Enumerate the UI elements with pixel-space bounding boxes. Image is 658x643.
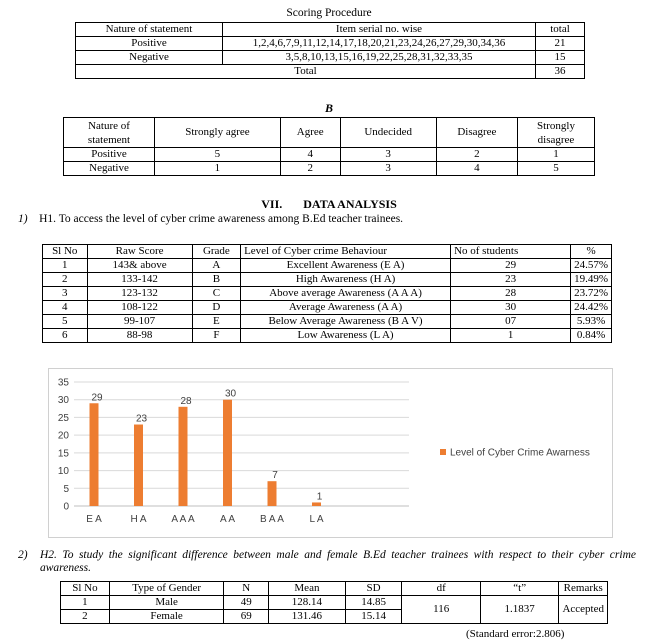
table-cell: E [192,315,240,329]
legend-label: Level of Cyber Crime Awarness [450,447,590,459]
header-cell: Type of Gender [109,582,224,596]
table-cell: 30 [451,301,571,315]
x-tick-label: H A [130,514,147,525]
hypothesis-text: H2. To study the significant difference between male and female B.Ed teacher trainees with respect to their cyber crime awareness. [40,549,636,574]
table-cell: 2 [436,148,517,162]
y-tick-label: 15 [57,448,69,460]
table-cell: A [192,259,240,273]
header-cell: Grade [192,245,240,259]
table-cell: Positive [76,37,223,51]
y-tick-label: 10 [57,466,69,478]
table-cell: 69 [224,610,269,624]
total-value: 36 [536,65,585,79]
header-cell: Disagree [436,118,517,148]
table-cell: Negative [64,162,155,176]
table-cell: D [192,301,240,315]
table-cell: 3 [340,148,436,162]
legend-swatch [440,449,446,455]
hypothesis-text: H1. To access the level of cyber crime awareness among B.Ed teacher trainees. [39,213,404,225]
x-tick-label: A A A [171,514,195,525]
table-cell: 1 [61,596,110,610]
scoring-caption: Scoring Procedure [286,7,372,19]
data-label: 1 [316,491,323,503]
table-cell: 1,2,4,6,7,9,11,12,14,17,18,20,21,23,24,26,27,29,30,34,36 [223,37,536,51]
table-cell: 143& above [87,259,192,273]
y-tick-label: 20 [57,430,69,442]
table-cell: 1 [518,148,595,162]
table-cell: 3,5,8,10,13,15,16,19,22,25,28,31,32,33,35 [223,51,536,65]
table-cell: B [192,273,240,287]
y-tick-label: 35 [57,377,69,389]
table-cell: Low Awareness (L A) [241,329,451,343]
table-cell: 108-122 [87,301,192,315]
table-row [43,329,612,343]
x-tick-label: E A [86,514,102,525]
header-cell: Raw Score [87,245,192,259]
table-row [43,287,612,301]
table-cell: 24.57% [571,259,612,273]
header-text: Nature of statement [87,119,131,146]
table-cell: 4 [436,162,517,176]
table-row [64,118,595,148]
table-cell: Excellent Awareness (E A) [241,259,451,273]
bar [312,502,321,506]
x-tick-label: L A [309,514,324,525]
gender-comparison-table [60,581,608,624]
table-cell: 88-98 [87,329,192,343]
header-text: Strongly disagree [537,119,575,146]
table-cell: Male [109,596,224,610]
table-cell: 3 [340,162,436,176]
table-row [43,315,612,329]
df-cell: 116 [402,596,480,624]
table-cell: 29 [451,259,571,273]
table-cell: 123-132 [87,287,192,301]
section-number: VII. [261,197,283,211]
table-cell: 99-107 [87,315,192,329]
table-cell: 23 [451,273,571,287]
header-cell: df [402,582,480,596]
header-cell: Nature of statement [76,23,223,37]
table-row [43,301,612,315]
header-cell: SD [345,582,402,596]
scoring-table [75,22,585,79]
y-tick-label: 25 [57,412,69,424]
header-cell: Agree [280,118,340,148]
response-scoring-table [63,117,595,176]
header-cell: Sl No [61,582,110,596]
table-cell: 3 [43,287,88,301]
table-cell: 0.84% [571,329,612,343]
hypothesis-marker: 1) [18,213,28,225]
table-cell: 15 [536,51,585,65]
remarks-cell: Accepted [559,596,608,624]
table-cell: 23.72% [571,287,612,301]
table-cell: 5.93% [571,315,612,329]
table-cell: 14.85 [345,596,402,610]
table-cell: 15.14 [345,610,402,624]
header-cell: Remarks [559,582,608,596]
header-cell: Mean [269,582,346,596]
y-tick-label: 5 [63,483,69,495]
x-tick-label: B A A [260,514,284,525]
table-cell: 24.42% [571,301,612,315]
bar [268,481,277,506]
bar [90,403,99,506]
hypothesis-2 [18,549,636,575]
table-cell: 2 [43,273,88,287]
table-cell: 28 [451,287,571,301]
data-label: 7 [272,470,278,482]
table-cell: 4 [43,301,88,315]
table-cell: 1 [155,162,281,176]
bar [223,400,232,506]
header-cell: % [571,245,612,259]
table-row [76,65,585,79]
table-row [61,582,608,596]
table-cell: 2 [61,610,110,624]
table-cell: High Awareness (H A) [241,273,451,287]
table-cell: Female [109,610,224,624]
table-row [43,259,612,273]
section-title: DATA ANALYSIS [303,197,397,211]
data-label: 30 [224,388,237,400]
table-cell: 4 [280,148,340,162]
table-cell: Positive [64,148,155,162]
table-cell: Above average Awareness (A A A) [241,287,451,301]
table-row [43,245,612,259]
table-row [43,273,612,287]
table-cell: F [192,329,240,343]
table-cell: 133-142 [87,273,192,287]
t-cell: 1.1837 [480,596,559,624]
bar-chart [49,369,612,537]
hypothesis-1 [18,213,403,225]
awareness-levels-table [42,244,612,343]
table-cell: 19.49% [571,273,612,287]
chart-frame [48,368,613,538]
section-heading [0,197,658,212]
table-cell: 07 [451,315,571,329]
table-cell: 6 [43,329,88,343]
table-cell: Average Awareness (A A) [241,301,451,315]
table-cell: 1 [451,329,571,343]
data-label: 23 [135,413,148,425]
table-row [64,162,595,176]
data-label: 29 [91,392,103,404]
total-label: Total [76,65,536,79]
table-cell: Negative [76,51,223,65]
data-label: 28 [180,395,192,407]
table-cell: 21 [536,37,585,51]
table-row [76,23,585,37]
header-cell: total [536,23,585,37]
table-cell: Below Average Awareness (B A V) [241,315,451,329]
x-tick-label: A A [219,514,236,525]
header-cell [518,118,595,148]
y-tick-label: 30 [57,395,69,407]
table-row [76,37,585,51]
header-cell: No of students [451,245,571,259]
header-cell: N [224,582,269,596]
table-cell: 131.46 [269,610,346,624]
bar [179,407,188,506]
hypothesis-marker: 2) [18,549,28,561]
table-cell: 1 [43,259,88,273]
table-cell: 2 [280,162,340,176]
header-cell [64,118,155,148]
header-cell: Level of Cyber crime Behaviour [241,245,451,259]
table-cell: 49 [224,596,269,610]
table-cell: 5 [155,148,281,162]
table-row [64,148,595,162]
table-cell: 5 [518,162,595,176]
table-cell: C [192,287,240,301]
tableB-caption: B [324,101,333,115]
table-cell: 5 [43,315,88,329]
header-cell: Strongly agree [155,118,281,148]
table-row [61,596,608,610]
table-row [76,51,585,65]
header-cell: Sl No [43,245,88,259]
header-cell: Undecided [340,118,436,148]
bar [134,425,143,506]
y-tick-label: 0 [63,501,69,513]
standard-error-note: (Standard error:2.806) [466,628,565,640]
header-cell: Item serial no. wise [223,23,536,37]
table-cell: 128.14 [269,596,346,610]
header-cell: “t” [480,582,559,596]
